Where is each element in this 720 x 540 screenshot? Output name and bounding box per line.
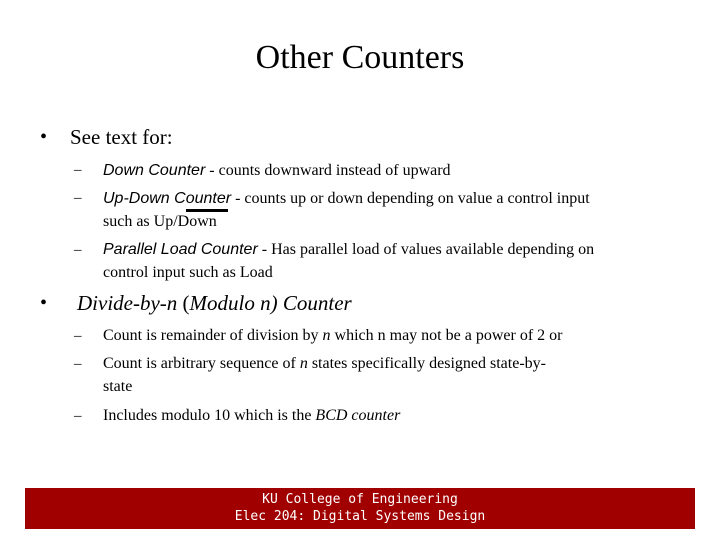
list-item-remainder: [103, 325, 562, 347]
dash-5: –: [74, 356, 82, 372]
desc-down-counter: counts downward instead of upward: [218, 162, 451, 179]
bullet-see-text: •: [40, 126, 48, 148]
desc-up-down-counter-line2: such as Up/Down: [103, 213, 217, 230]
list-item-bcd: [103, 405, 400, 427]
arbitrary-var: n: [299, 355, 308, 372]
bullet-divide-by-n: •: [40, 292, 48, 314]
bcd-pre: Includes modulo 10 which is the: [103, 407, 316, 424]
sep-3: -: [257, 241, 272, 258]
see-text-heading: See text for:: [70, 125, 173, 149]
heading-divide-by-n: Divide-by-n: [77, 291, 178, 315]
dash-6: –: [74, 408, 82, 424]
arbitrary-post: states specifically designed state-by-: [307, 355, 546, 372]
footer-line2: Elec 204: Digital Systems Design: [234, 509, 486, 524]
sep-2: -: [231, 190, 245, 207]
list-item-up-down-counter: [103, 188, 590, 210]
dash-4: –: [74, 328, 82, 344]
remainder-post: which n may not be a power of 2 or: [330, 327, 563, 344]
dash-1: –: [74, 162, 82, 178]
heading-counter: Counter: [277, 291, 352, 315]
arbitrary-pre: Count is arbitrary sequence of: [103, 355, 300, 372]
slide-title: Other Counters: [255, 39, 465, 76]
divide-by-n-heading: [77, 290, 352, 316]
desc-parallel-load-counter-line2: control input such as Load: [103, 264, 273, 281]
remainder-pre: Count is remainder of division by: [103, 327, 323, 344]
bcd-var: BCD counter: [315, 407, 401, 424]
list-item-down-counter: [103, 160, 451, 182]
list-item-arbitrary-sequence: [103, 353, 546, 375]
term-up-down-counter: Up-Down Counter: [103, 190, 232, 207]
remainder-var: n: [322, 327, 331, 344]
footer-bar: [25, 488, 695, 529]
footer-line1: KU College of Engineering: [262, 492, 458, 507]
desc-parallel-load-counter: Has parallel load of values available depending on: [271, 241, 595, 258]
list-item-parallel-load-counter: [103, 239, 594, 261]
arbitrary-line2: state: [103, 378, 133, 395]
dash-3: –: [74, 242, 82, 258]
desc-up-down-counter: counts up or down depending on value a control input: [244, 190, 590, 207]
dash-2: –: [74, 190, 82, 206]
term-parallel-load-counter: Parallel Load Counter: [103, 241, 258, 258]
heading-modulo-n: Modulo n): [189, 291, 278, 315]
heading-paren: (: [177, 291, 190, 315]
term-down-counter: Down Counter: [103, 162, 206, 179]
sep-1: -: [205, 162, 219, 179]
